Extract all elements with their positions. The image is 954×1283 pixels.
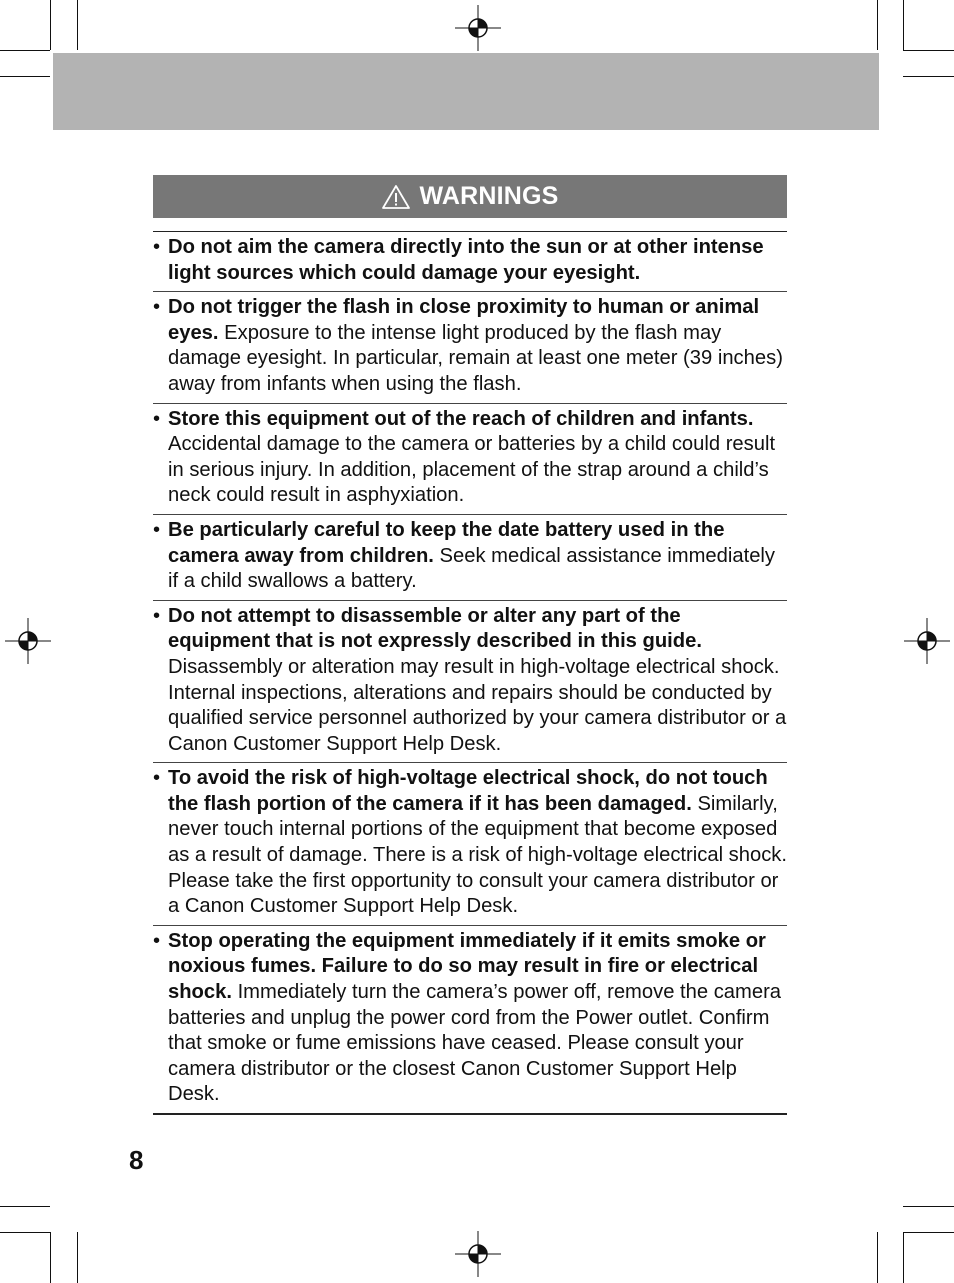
warning-lead: Do not trigger the flash in close proximity to human or animal eyes. [168,296,760,344]
crop-mark [903,1232,904,1283]
registration-mark-icon [904,618,950,664]
crop-mark [903,1206,954,1207]
warning-lead: To avoid the risk of high-voltage electrical shock, do not touch the flash portion of the camera if it has been damaged. [168,767,768,815]
header-band [53,53,879,130]
warning-triangle-icon [381,184,411,210]
warning-text: Disassembly or alteration may result in high-voltage electrical shock. Internal inspections, alterations and repairs should be conducted by qualified service personnel authorized by your camera distributor or a Canon Customer Support Help Desk. [168,655,787,755]
bullet: • [153,236,161,258]
warning-text: Accidental damage to the camera or batteries by a child could result in serious injury. In addition, placement of the strap around a child’s neck could result in asphyxiation. [168,433,776,507]
crop-mark [0,1206,50,1207]
warning-item [153,601,787,764]
crop-mark [77,1232,78,1283]
crop-mark [0,1232,50,1233]
warning-text: Seek medical assistance immediately if a child swallows a battery. [168,544,776,593]
crop-mark [903,0,904,50]
warning-lead: Store this equipment out of the reach of children and infants. [168,407,754,430]
crop-mark [77,0,78,50]
warning-item [153,232,787,292]
bullet: • [153,767,161,790]
registration-mark-icon [5,618,51,664]
crop-mark [0,76,50,77]
registration-mark-icon [455,1231,501,1277]
bullet: • [153,604,161,627]
crop-mark [877,1232,878,1283]
warning-lead: Stop operating the equipment immediately if it emits smoke or noxious fumes. Failure to do so may result in fire or electrical shock. [168,929,766,1004]
crop-mark [877,0,878,50]
registration-mark-icon [455,5,501,51]
warning-text: Immediately turn the camera’s power off, remove the camera batteries and unplug the power cord from the Power outlet. Confirm that smoke or fume emissions have ceased. Please consult your camera distributor or the closest Canon Customer Support Help Desk. [168,981,782,1106]
warnings-header [153,175,787,218]
warning-text: Similarly, never touch internal portions of the equipment that become exposed as a result of damage. There is a risk of high-voltage electrical shock. Please take the first opportunity to consult your camera distributor or a Canon Customer Support Help Desk. [168,792,788,918]
warning-text: Exposure to the intense light produced by the flash may damage eyesight. In particular, remain at least one meter (39 inches) away from infants when using the flash. [168,321,783,395]
warnings-title: WARNINGS [419,182,559,210]
crop-mark [903,1232,954,1233]
warning-item [153,926,787,1113]
warning-lead: Do not attempt to disassemble or alter any part of the equipment that is not expressly described in this guide. [168,604,702,653]
bullet: • [153,518,161,541]
page-number: 8 [129,1145,144,1175]
warning-item [153,404,787,515]
warning-lead: Do not aim the camera directly into the sun or at other intense light sources which could damage your eyesight. [168,236,764,284]
crop-mark [50,0,51,50]
warning-lead: Be particularly careful to keep the date battery used in the camera away from children. [168,518,725,567]
warning-item [153,763,787,926]
bullet: • [153,929,161,952]
bullet: • [153,407,161,430]
crop-mark [903,50,954,51]
warning-item [153,515,787,601]
bullet: • [153,296,161,319]
crop-mark [0,50,50,51]
crop-mark [50,1232,51,1283]
warning-item [153,292,787,403]
crop-mark [903,76,954,77]
warnings-list [153,231,787,1115]
